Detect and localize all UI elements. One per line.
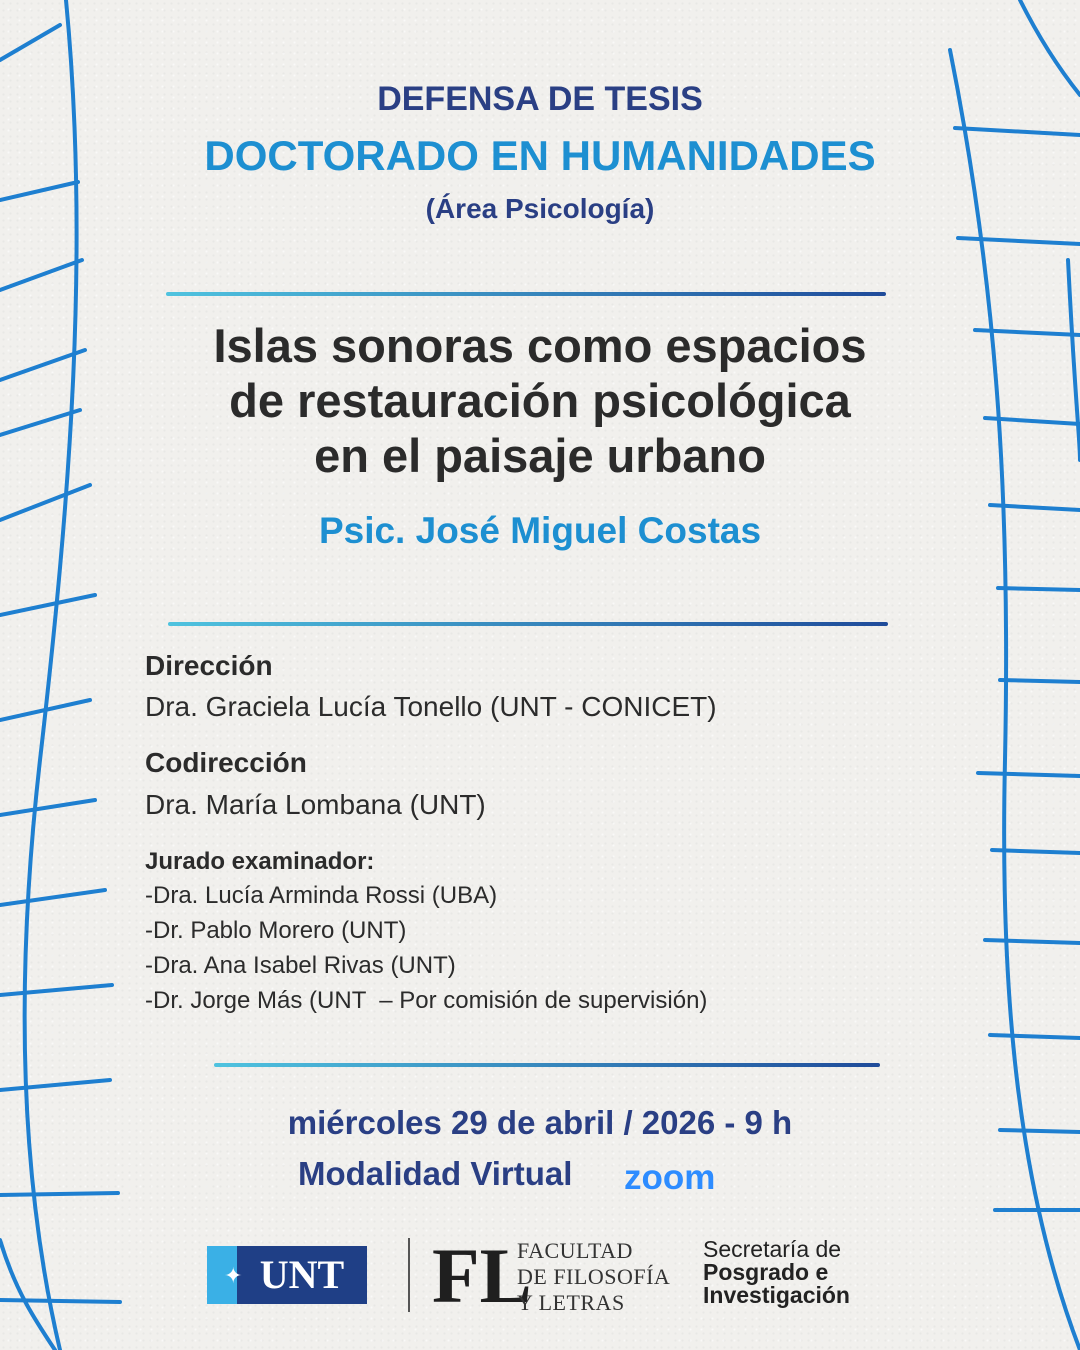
program-heading: DOCTORADO EN HUMANIDADES [204, 132, 876, 179]
author-name: Psic. José Miguel Costas [318, 510, 762, 551]
secretaria-line: Posgrado e [703, 1259, 829, 1285]
right-hatch-7 [1000, 680, 1080, 682]
right-hatch-11 [990, 1035, 1080, 1038]
area-heading: (Área Psicología) [425, 193, 655, 224]
divider-3 [214, 1063, 880, 1067]
star-icon: ✦ [224, 1263, 243, 1288]
secretaria-logo [703, 1238, 850, 1307]
codireccion-label: Codirección [145, 747, 307, 778]
unt-logo [207, 1246, 367, 1304]
unt-logo-text: UNT [237, 1246, 367, 1304]
thesis-title [140, 318, 940, 483]
secretaria-line: Investigación [703, 1282, 850, 1308]
direccion-label: Dirección [145, 650, 273, 681]
jurado-item: -Dr. Jorge Más (UNT – Por comisión de supervisión) [145, 987, 708, 1014]
fl-logo-icon [432, 1232, 532, 1319]
faculty-line: FACULTAD [517, 1238, 633, 1263]
jurado-item: -Dra. Lucía Arminda Rossi (UBA) [145, 882, 498, 909]
jurado-item: -Dra. Ana Isabel Rivas (UNT) [145, 952, 456, 979]
faculty-name [517, 1238, 670, 1316]
divider-2 [168, 622, 888, 626]
divider-1 [166, 292, 886, 296]
left-hatch-13 [0, 1193, 118, 1195]
jurado-list [145, 878, 707, 1018]
secretaria-line: Secretaría de [703, 1236, 842, 1262]
right-hatch-2 [958, 238, 1080, 244]
left-hatch-11 [0, 985, 112, 995]
event-type-heading: DEFENSA DE TESIS [377, 80, 703, 118]
right-hatch-6 [998, 588, 1080, 590]
left-hatch-10 [0, 890, 105, 905]
jurado-item: -Dr. Pablo Morero (UNT) [145, 917, 407, 944]
right-curve-3 [1068, 260, 1080, 460]
thesis-title-line: de restauración psicológica [229, 374, 851, 427]
direccion-value: Dra. Graciela Lucía Tonello (UNT - CONICET) [145, 691, 717, 722]
left-hatch-14 [0, 1300, 120, 1302]
logo-separator [408, 1238, 410, 1312]
right-hatch-10 [985, 940, 1080, 943]
thesis-title-line: Islas sonoras como espacios [213, 319, 867, 372]
faculty-line: DE FILOSOFÍA [517, 1264, 671, 1289]
thesis-title-line: en el paisaje urbano [314, 429, 766, 482]
jurado-label: Jurado examinador: [145, 848, 375, 875]
event-mode: Modalidad Virtual [298, 1155, 573, 1192]
left-hatch-5 [0, 410, 80, 435]
left-hatch-1 [0, 25, 60, 60]
codireccion-value: Dra. María Lombana (UNT) [145, 789, 486, 820]
left-hatch-7 [0, 595, 95, 615]
zoom-logo: zoom [624, 1158, 716, 1197]
left-hatch-9 [0, 800, 95, 815]
left-hatch-12 [0, 1080, 110, 1090]
event-date: miércoles 29 de abril / 2026 - 9 h [287, 1104, 793, 1141]
left-hatch-3 [0, 260, 82, 290]
right-hatch-8 [978, 773, 1080, 776]
fl-logo-text: FL [432, 1232, 532, 1319]
faculty-line: Y LETRAS [517, 1290, 625, 1315]
